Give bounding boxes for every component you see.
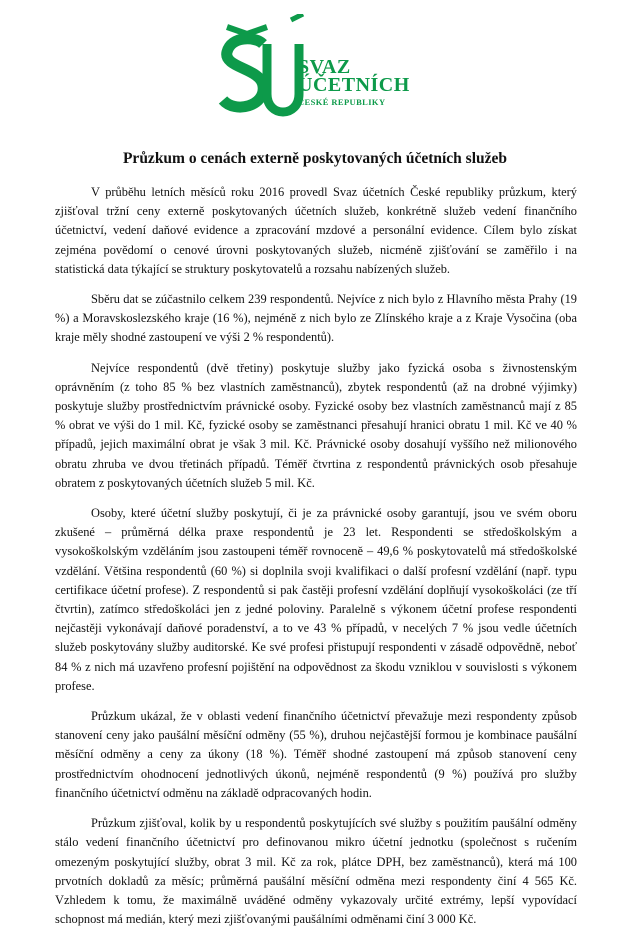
paragraph: Průzkum zjišťoval, kolik by u respondentů poskytujících své služby s použitím paušální odměny stálo vedení finančního účetnictví pro definovanou mikro účetní jednotku (společnost s ručením omezeným poskytující služby, obrat 3 mil. Kč za rok, plátce DPH, bez zaměstnanců), která má 100 prvotních dokladů za měsíc; průměrná paušální měsíční odměna mezi respondenty činí 4 565 Kč. Vzhledem k tomu, že maximálně uváděné odměny vykazovaly určité extrémy, lepší vypovídací schopnost má medián, který mezi zjišťovanými paušálními odměnami činí 3 000 Kč. [55, 816, 577, 927]
document-title: Průzkum o cenách externě poskytovaných účetních služeb [122, 150, 508, 167]
paragraph: Osoby, které účetní služby poskytují, či je za právnické osoby garantují, jsou ve svém oboru zkušené – průměrná délka praxe respondentů je 23 let. Respondenti se středoškolským a vysokoškolským vzděláním jsou zastoupeni téměř rovnoceně – 49,6 % poskytovatelů má středoškolské vzdělání. Většina respondentů (60 %) si doplnila svoji kvalifikaci o další profesní vzdělání (např. typu certifikace účetní profese). Z respondentů si pak častěji profesní vzdělání doplňují vysokoškoláci (ze tří čtvrtin), zatímco středoškoláci jen z jedné poloviny. Paralelně s výkonem účetní profese respondenti nejčastěji vykonávají daňové poradenství, a to ve 43 % případů, v necelých 7 % jsou vedle účetních služeb poskytovány služby auditorské. Ke své profesi přistupují respondenti v zásadě odpovědně, neboť 84 % z nich má uzavřeno profesní pojištění na odpovědnost za škodu vzniklou v souvislosti s výkonem profese. [55, 506, 577, 693]
paragraph: Průzkum ukázal, že v oblasti vedení finančního účetnictví převažuje mezi respondenty způsob stanovení ceny jako paušální měsíční odměny (55 %), druhou nejčastější formou je kombinace paušální měsíční odměny a ceny za úkony (18 %). Téměř shodné zastoupení má způsob stanovení ceny prostřednictvím ohodnocení jednotlivých úkonů, nejméně respondentů (9 %) používá pro služby finančního účetnictví odměnu na základě odpracovaných hodin. [55, 709, 577, 800]
paragraph: V průběhu letních měsíců roku 2016 provedl Svaz účetních České republiky průzkum, který zjišťoval tržní ceny externě poskytovaných účetních služeb, konkrétně služeb vedení finančního účetnictví, vedení daňové evidence a zpracování mzdové a personální evidence. Cílem bylo získat zejména povědomí o cenové úrovni poskytovaných služeb, nicméně zjišťování se zaměřilo i na statistická data týkající se struktury poskytovatelů a rozsahu nabízených služeb. [55, 185, 577, 276]
logo-line-ceske-republiky: ČESKÉ REPUBLIKY [298, 97, 386, 107]
paragraph: Nejvíce respondentů (dvě třetiny) poskytuje služby jako fyzická osoba s živnostenským oprávněním (z toho 85 % bez vlastních zaměstnanců), zbytek respondentů (až na drobné výjimky) poskytuje služby prostřednictvím právnické osoby. Fyzické osoby bez vlastních zaměstnanců mají z 85 % obrat ve výši do 1 mil. Kč, fyzické osoby se zaměstnanci přesahují hranici obratu 1 mil. Kč ve 40 % případů, jejich maximální obrat je však 3 mil. Kč. Právnické osoby dosahují vyššího než milionového obratu zhruba ve dvou třetinách případů. Téměř čtvrtina z respondentů právnických osob přesahuje obratem z poskytovaných účetních služeb 5 mil. Kč. [55, 360, 577, 490]
logo-wordmark [298, 58, 410, 108]
logo-line-svaz: SVAZ [298, 56, 351, 78]
document-body [55, 183, 577, 940]
logo-line-ucetnich: ÚČETNÍCH [298, 74, 410, 96]
paragraph: Sběru dat se zúčastnilo celkem 239 respondentů. Nejvíce z nich bylo z Hlavního města Prahy (19 %) a Moravskoslezského kraje (16 %), nejméně z nich bylo ze Zlínského kraje a z Kraje Vysočina (oba kraje měly shodné zastoupení ve výši 2 % respondentů). [55, 292, 577, 345]
